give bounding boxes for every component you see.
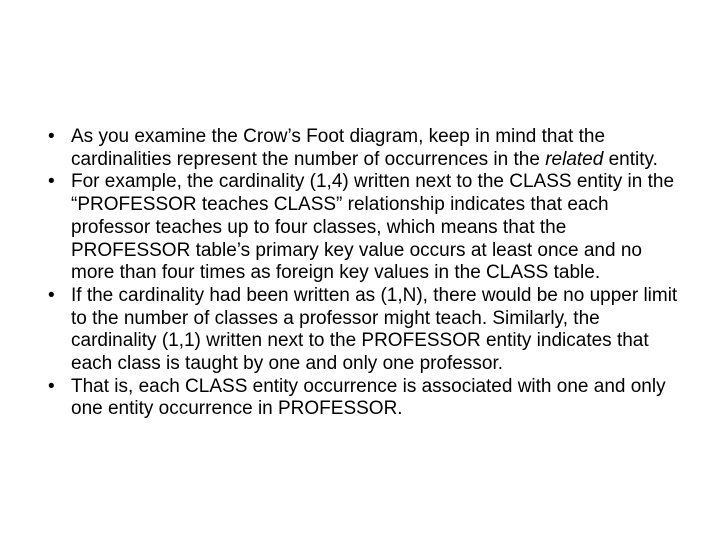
bullet-icon: •: [48, 284, 55, 306]
bullet-text: If the cardinality had been written as (1,N), there would be no upper limit to the number of classes a professor might teach. Similarly, the cardinality (1,1) written next to the PROFESSOR entity indicates that each class is taught by one and only one professor.: [71, 284, 678, 375]
bullet-text: [71, 126, 658, 170]
emphasized-word: related: [545, 148, 604, 170]
bullet-icon: •: [48, 171, 55, 193]
bullet-text-part: entity.: [603, 148, 658, 170]
bullet-text: For example, the cardinality (1,4) written next to the CLASS entity in the “PROFESSOR teaches CLASS” relationship indicates that each professor teaches up to four classes, which means that the PROFESSOR table’s primary key value occurs at least once and no more than four times as foreign key values in the CLASS table.: [71, 171, 675, 284]
bullet-item-4: [48, 376, 688, 421]
bullet-text-part: As you examine the Crow’s Foot diagram, keep in mind that the cardinalities represent the number of occurrences in the: [71, 126, 606, 170]
bullet-text: That is, each CLASS entity occurrence is associated with one and only one entity occurrence in PROFESSOR.: [71, 375, 666, 420]
bullet-item-1: [48, 126, 688, 171]
bullet-item-2: [48, 171, 688, 285]
bullet-icon: •: [48, 126, 55, 147]
bullet-list: [48, 126, 688, 421]
bullet-icon: •: [48, 375, 55, 397]
bullet-item-3: [48, 285, 688, 376]
